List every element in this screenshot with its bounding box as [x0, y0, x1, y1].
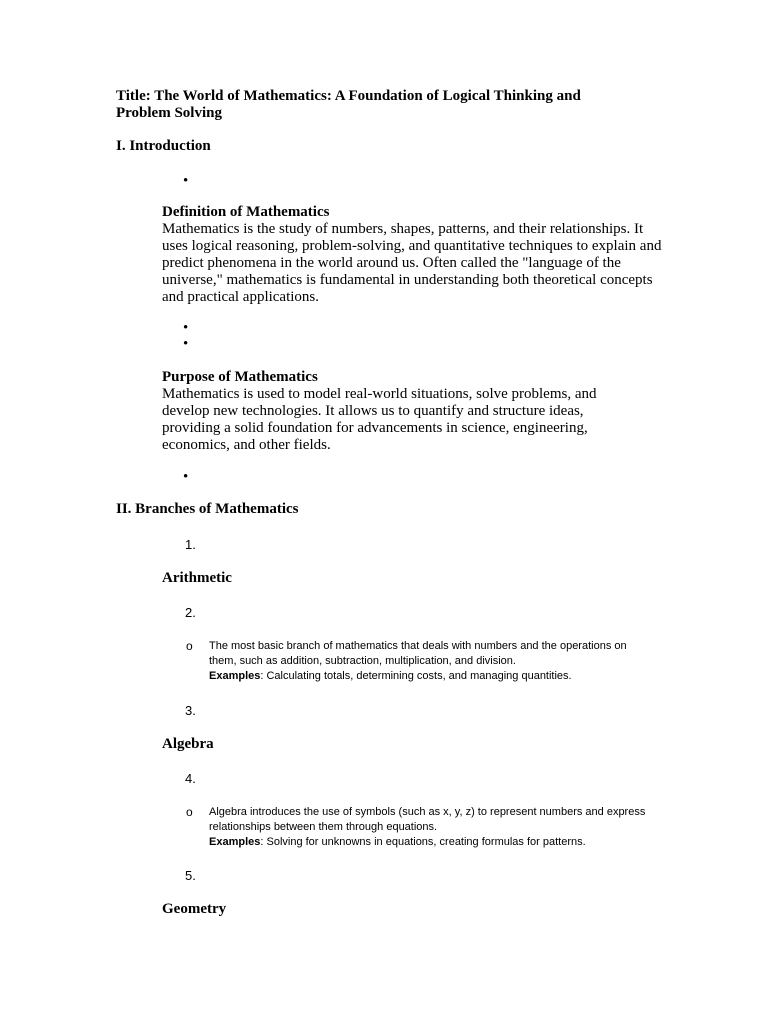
section-heading-introduction: I. Introduction [116, 138, 211, 154]
arithmetic-heading: Arithmetic [162, 570, 232, 586]
list-number: 5. [185, 868, 196, 883]
list-number: 3. [185, 703, 196, 718]
examples-label: Examples [209, 670, 261, 682]
list-number: 2. [185, 605, 196, 620]
bullet-marker: • [183, 173, 189, 189]
sub-bullet-marker: o [186, 639, 193, 653]
sub-bullet-marker: o [186, 805, 193, 819]
algebra-description-text: Algebra introduces the use of symbols (such as x, y, z) to represent numbers and express relationships between them through equations. [209, 806, 646, 833]
geometry-heading: Geometry [162, 901, 227, 917]
list-number: 1. [185, 537, 196, 552]
arithmetic-description [209, 639, 649, 684]
section-heading-branches: II. Branches of Mathematics [116, 501, 299, 517]
definition-heading: Definition of Mathematics [162, 204, 330, 220]
purpose-paragraph: Mathematics is used to model real-world situations, solve problems, and develop new technologies. It allows us to quantify and structure ideas, providing a solid foundation for advancements in science, engineering, economics, and other fields. [162, 386, 597, 453]
purpose-heading: Purpose of Mathematics [162, 369, 318, 385]
examples-label: Examples [209, 836, 261, 848]
arithmetic-description-text: The most basic branch of mathematics that deals with numbers and the operations on them, such as addition, subtraction, multiplication, and division. [209, 640, 627, 667]
bullet-marker: • [183, 469, 189, 485]
bullet-marker: • [183, 336, 189, 352]
algebra-examples-text: : Solving for unknowns in equations, creating formulas for patterns. [260, 836, 586, 848]
document-title: Title: The World of Mathematics: A Foundation of Logical Thinking and Problem Solving [116, 88, 581, 121]
bullet-marker: • [183, 320, 189, 336]
algebra-heading: Algebra [162, 736, 214, 752]
algebra-description [209, 805, 649, 850]
list-number: 4. [185, 771, 196, 786]
arithmetic-examples-text: : Calculating totals, determining costs, and managing quantities. [260, 670, 572, 682]
definition-paragraph: Mathematics is the study of numbers, shapes, patterns, and their relationships. It uses logical reasoning, problem-solving, and quantitative techniques to explain and predict phenomena in the world around us. Often called the "language of the universe," mathematics is fundamental in understanding both theoretical concepts and practical applications. [162, 221, 662, 305]
